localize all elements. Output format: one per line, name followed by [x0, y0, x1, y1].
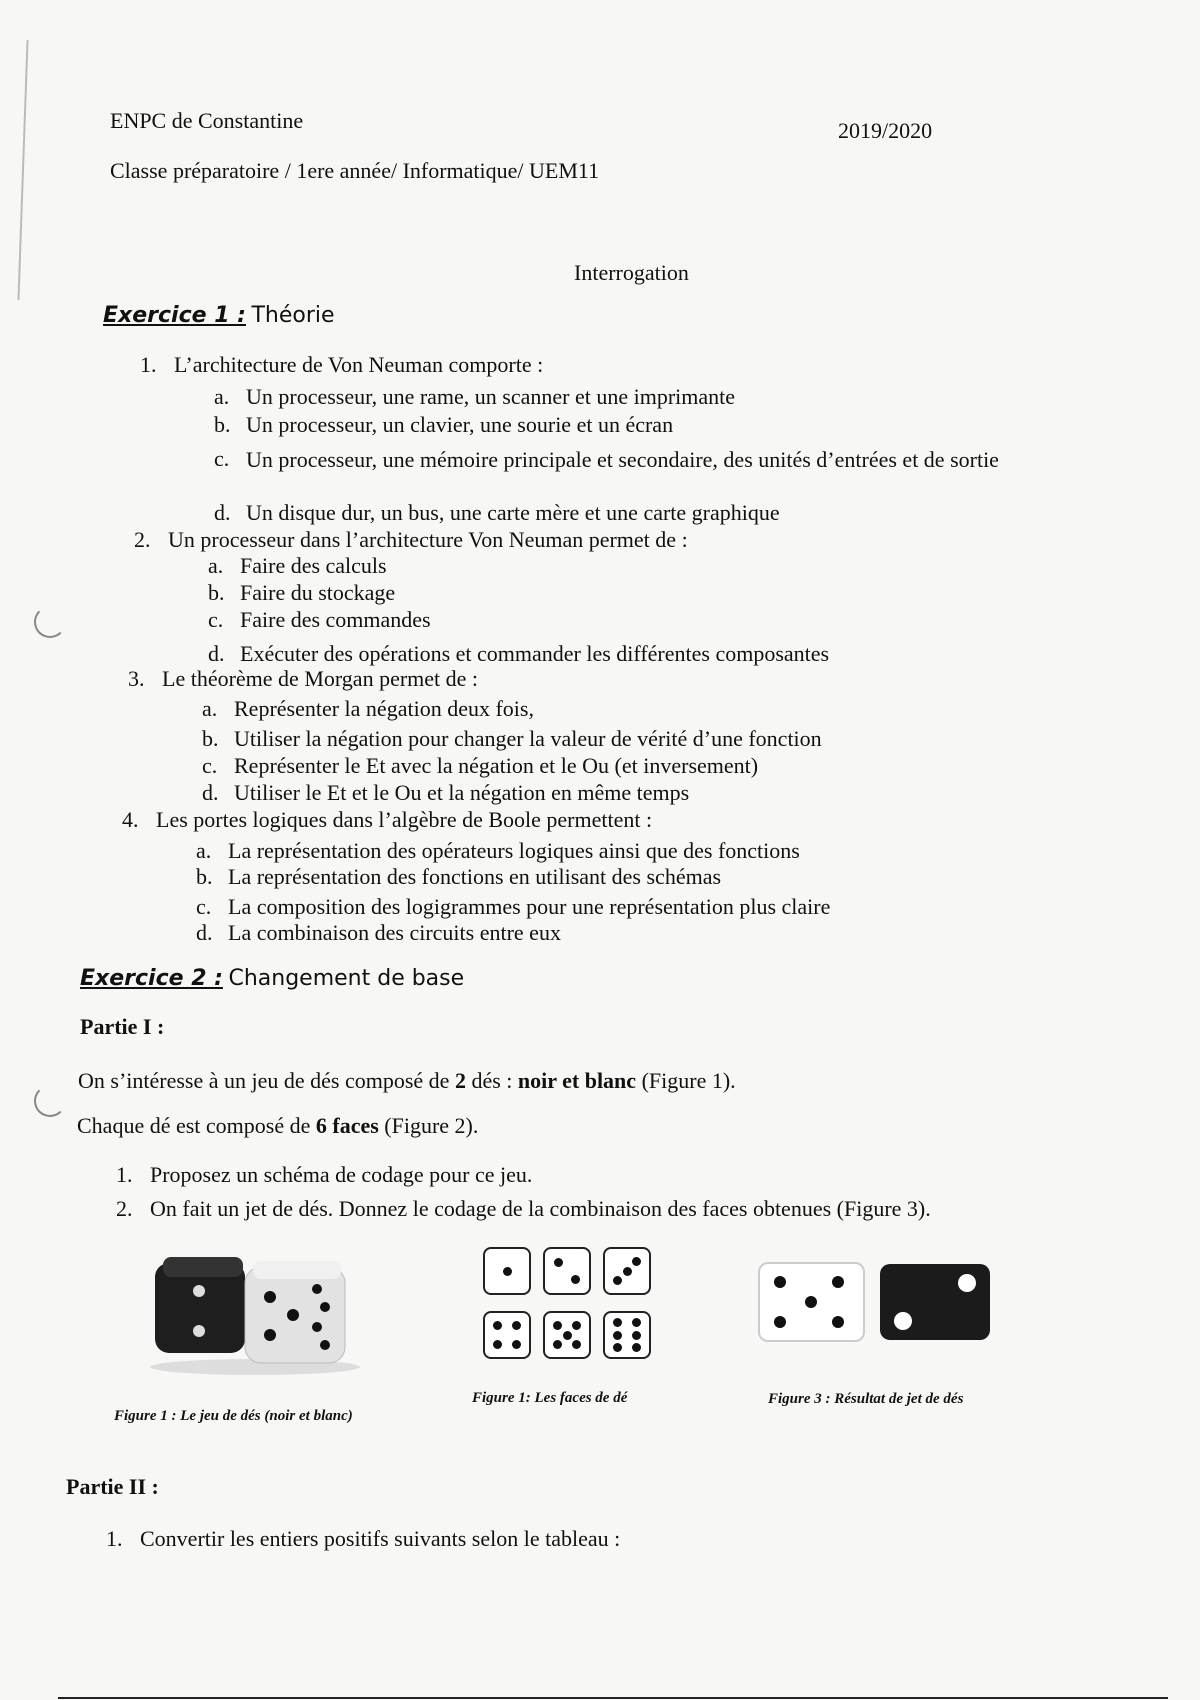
pip — [832, 1276, 844, 1288]
q4-option-b — [196, 864, 721, 890]
option-text: La composition des logigrammes pour une représentation plus claire — [228, 894, 831, 919]
page-bottom-rule — [58, 1697, 1168, 1699]
figure-3-caption: Figure 3 : Résultat de jet de dés — [768, 1391, 964, 1407]
question-number: 1. — [140, 352, 157, 377]
option-text: Représenter le Et avec la négation et le Ou (et inversement) — [234, 753, 759, 778]
pip — [632, 1257, 641, 1266]
q3-option-c — [202, 753, 758, 779]
option-letter: c. — [208, 607, 224, 632]
exercise-2-topic: Changement de base — [228, 966, 465, 991]
figure-3-roll-result — [758, 1262, 998, 1342]
partie-1-paragraph-1: On s’intéresse à un jeu de dés composé de 2 dés : noir et blanc (Figure 1). — [78, 1068, 736, 1093]
exercise-1-label: Exercice 1 : — [103, 303, 246, 328]
q4-option-d — [196, 920, 561, 946]
option-letter: a. — [196, 838, 212, 863]
die-face-5 — [543, 1311, 591, 1359]
pip — [553, 1321, 562, 1330]
option-text: Un processeur, un clavier, une sourie et un écran — [246, 412, 674, 437]
pip — [958, 1274, 976, 1292]
q4-option-c — [196, 894, 830, 920]
pip — [512, 1340, 521, 1349]
pip — [571, 1275, 580, 1284]
q2-option-d — [208, 641, 829, 667]
figure-1-caption: Figure 1 : Le jeu de dés (noir et blanc) — [114, 1408, 353, 1424]
pip — [572, 1321, 581, 1330]
option-letter: b. — [202, 726, 219, 751]
figure-1-dice-photo — [145, 1255, 365, 1375]
q1-option-d — [214, 500, 1044, 526]
q3-option-d — [202, 780, 689, 806]
pip — [563, 1331, 572, 1340]
die-face-6 — [603, 1311, 651, 1359]
pip — [493, 1340, 502, 1349]
q2-option-a — [208, 553, 387, 579]
pip — [512, 1321, 521, 1330]
option-text: Exécuter des opérations et commander les différentes composantes — [240, 641, 830, 666]
partie-1-paragraph-2: Chaque dé est composé de 6 faces (Figure 2). — [77, 1113, 479, 1138]
option-letter: b. — [214, 412, 231, 437]
pip — [554, 1258, 563, 1267]
hole-punch-mark — [34, 606, 66, 638]
option-text: La combinaison des circuits entre eux — [228, 920, 561, 945]
hole-punch-mark — [34, 1085, 66, 1117]
q1-option-a — [214, 384, 1044, 410]
option-letter: a. — [202, 696, 218, 721]
q2-option-c — [208, 607, 431, 633]
option-letter: a. — [214, 384, 230, 409]
option-text: La représentation des fonctions en utilisant des schémas — [228, 864, 722, 889]
pip — [613, 1318, 622, 1327]
pip — [623, 1267, 632, 1276]
pip — [572, 1340, 581, 1349]
exercise-2-heading — [80, 965, 464, 991]
pip — [493, 1321, 502, 1330]
q1-option-c — [214, 446, 1044, 474]
option-text: Représenter la négation deux fois, — [234, 696, 534, 721]
die-face-3 — [603, 1247, 651, 1295]
q2-option-b — [208, 580, 395, 606]
question-4 — [122, 807, 652, 833]
pip — [613, 1331, 622, 1340]
pip — [503, 1267, 512, 1276]
school-year: 2019/2020 — [838, 118, 933, 143]
school-name: ENPC de Constantine — [110, 108, 304, 133]
pip — [632, 1331, 641, 1340]
question-number: 2. — [134, 527, 151, 552]
question-text: Les portes logiques dans l’algèbre de Boole permettent : — [156, 807, 653, 832]
question-text: Le théorème de Morgan permet de : — [162, 666, 479, 691]
pip — [613, 1343, 622, 1352]
pip — [553, 1340, 562, 1349]
partie-1-item-1: 1. Proposez un schéma de codage pour ce jeu. — [116, 1162, 533, 1187]
option-letter: d. — [202, 780, 219, 805]
option-text: Faire du stockage — [240, 580, 396, 605]
pip — [632, 1318, 641, 1327]
question-2 — [134, 527, 688, 553]
die-face-2 — [543, 1247, 591, 1295]
pip — [774, 1276, 786, 1288]
question-3 — [128, 666, 478, 692]
partie-1-item-2: 2. On fait un jet de dés. Donnez le codage de la combinaison des faces obtenues (Figure 3). — [116, 1196, 931, 1221]
q3-option-b — [202, 726, 822, 752]
option-letter: d. — [214, 500, 231, 525]
scan-edge-line — [17, 40, 28, 300]
option-letter: c. — [202, 753, 218, 778]
option-letter: b. — [196, 864, 213, 889]
dice-pair-illustration — [145, 1255, 365, 1375]
option-letter: d. — [208, 641, 225, 666]
pip — [774, 1316, 786, 1328]
option-letter: c. — [196, 894, 212, 919]
option-text: La représentation des opérateurs logiques ainsi que des fonctions — [228, 838, 800, 863]
pip — [894, 1312, 912, 1330]
pip — [832, 1316, 844, 1328]
option-text: Un processeur, une rame, un scanner et une imprimante — [246, 384, 736, 409]
option-letter: b. — [208, 580, 225, 605]
question-number: 4. — [122, 807, 139, 832]
die-face-1 — [483, 1247, 531, 1295]
option-text: Utiliser la négation pour changer la valeur de vérité d’une fonction — [234, 726, 822, 751]
q4-option-a — [196, 838, 800, 864]
class-line: Classe préparatoire / 1ere année/ Informatique/ UEM11 — [110, 158, 600, 183]
pip — [632, 1343, 641, 1352]
exercise-2-label: Exercice 2 : — [80, 966, 223, 991]
die-face-4 — [483, 1311, 531, 1359]
option-text: Un processeur, une mémoire principale et secondaire, des unités d’entrées et de sortie — [246, 447, 999, 472]
question-text: L’architecture de Von Neuman comporte : — [174, 352, 544, 377]
exercise-1-topic: Théorie — [251, 303, 335, 328]
option-text: Un disque dur, un bus, une carte mère et une carte graphique — [246, 500, 780, 525]
option-text: Utiliser le Et et le Ou et la négation en même temps — [234, 780, 690, 805]
question-text: Un processeur dans l’architecture Von Neuman permet de : — [168, 527, 688, 552]
question-1 — [140, 352, 543, 378]
figure-2-dice-faces — [483, 1247, 653, 1359]
option-text: Faire des calculs — [240, 553, 387, 578]
exercise-1-heading — [103, 302, 335, 328]
question-number: 3. — [128, 666, 145, 691]
q3-option-a — [202, 696, 534, 722]
partie-1-title: Partie I : — [80, 1014, 165, 1039]
white-die — [758, 1262, 865, 1342]
option-letter: d. — [196, 920, 213, 945]
pip — [613, 1276, 622, 1285]
page-title: Interrogation — [574, 260, 689, 285]
option-text: Faire des commandes — [240, 607, 431, 632]
option-letter: a. — [208, 553, 224, 578]
option-letter: c. — [214, 446, 230, 471]
q1-option-b — [214, 412, 1044, 438]
partie-2-item-1: 1. Convertir les entiers positifs suivants selon le tableau : — [106, 1526, 621, 1551]
figure-2-caption: Figure 1: Les faces de dé — [472, 1390, 628, 1406]
pip — [805, 1296, 817, 1308]
partie-2-title: Partie II : — [66, 1474, 159, 1499]
black-die — [880, 1264, 990, 1340]
